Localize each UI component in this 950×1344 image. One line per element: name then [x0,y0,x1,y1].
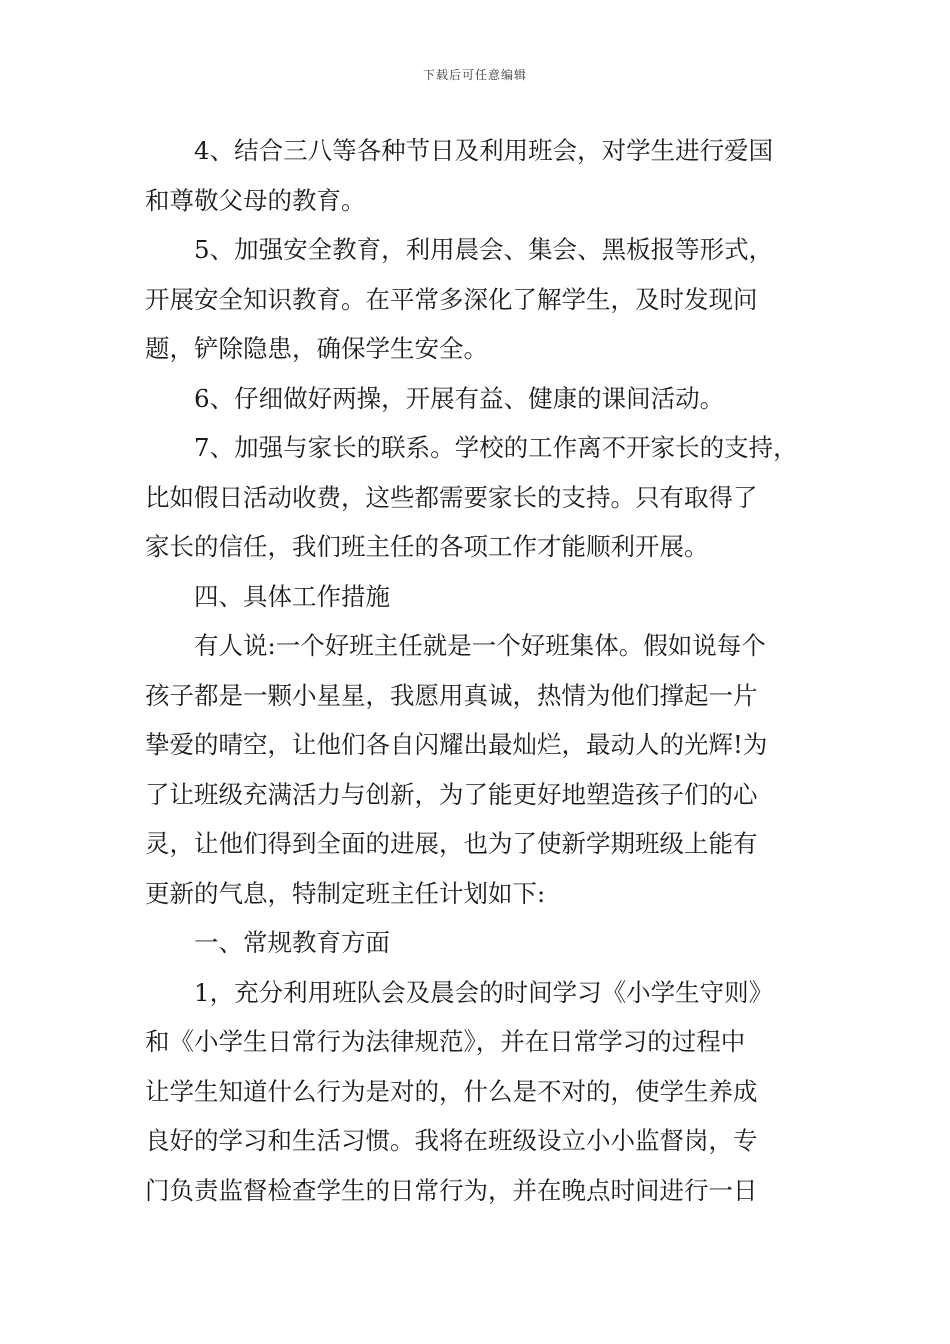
text-line: 4、结合三八等各种节日及利用班会，对学生进行爱国 [194,136,774,165]
text-line: 四、具体工作措施 [194,581,390,611]
text-line: 挚爱的晴空，让他们各自闪耀出最灿烂，最动人的光辉!为 [145,730,768,759]
text-line: 5、加强安全教育，利用晨会、集会、黑板报等形式， [194,235,774,264]
text-line: 6、仔细做好两操，开展有益、健康的课间活动。 [194,383,725,413]
text-line: 门负责监督检查学生的日常行为，并在晚点时间进行一日 [145,1175,758,1205]
text-line: 孩子都是一颗小星星，我愿用真诚，热情为他们撑起一片 [145,680,758,710]
text-line: 1，充分利用班队会及晨会的时间学习《小学生守则》 [194,977,774,1007]
text-line: 和尊敬父母的教育。 [145,185,366,215]
text-line: 家长的信任，我们班主任的各项工作才能顺利开展。 [145,532,709,561]
document-body [145,126,817,1215]
text-line: 一、常规教育方面 [194,928,390,957]
text-line: 了让班级充满活力与创新，为了能更好地塑造孩子们的心 [145,779,758,809]
text-line: 有人说:一个好班主任就是一个好班集体。假如说每个 [194,631,766,660]
page-header: 下载后可任意编辑 [422,68,527,82]
text-line: 和《小学生日常行为法律规范》，并在日常学习的过程中 [145,1027,746,1056]
text-line: 让学生知道什么行为是对的，什么是不对的，使学生养成 [145,1076,758,1106]
text-line: 更新的气息，特制定班主任计划如下: [145,878,546,908]
text-line: 题，铲除隐患，确保学生安全。 [145,334,488,363]
text-line: 灵，让他们得到全面的进展，也为了使新学期班级上能有 [145,829,758,858]
text-line: 比如假日活动收费，这些都需要家长的支持。只有取得了 [145,482,758,512]
text-line: 7、加强与家长的联系。学校的工作离不开家长的支持， [194,433,798,462]
text-line: 良好的学习和生活习惯。我将在班级设立小小监督岗，专 [145,1126,758,1155]
text-line: 开展安全知识教育。在平常多深化了解学生，及时发现问 [145,284,758,314]
